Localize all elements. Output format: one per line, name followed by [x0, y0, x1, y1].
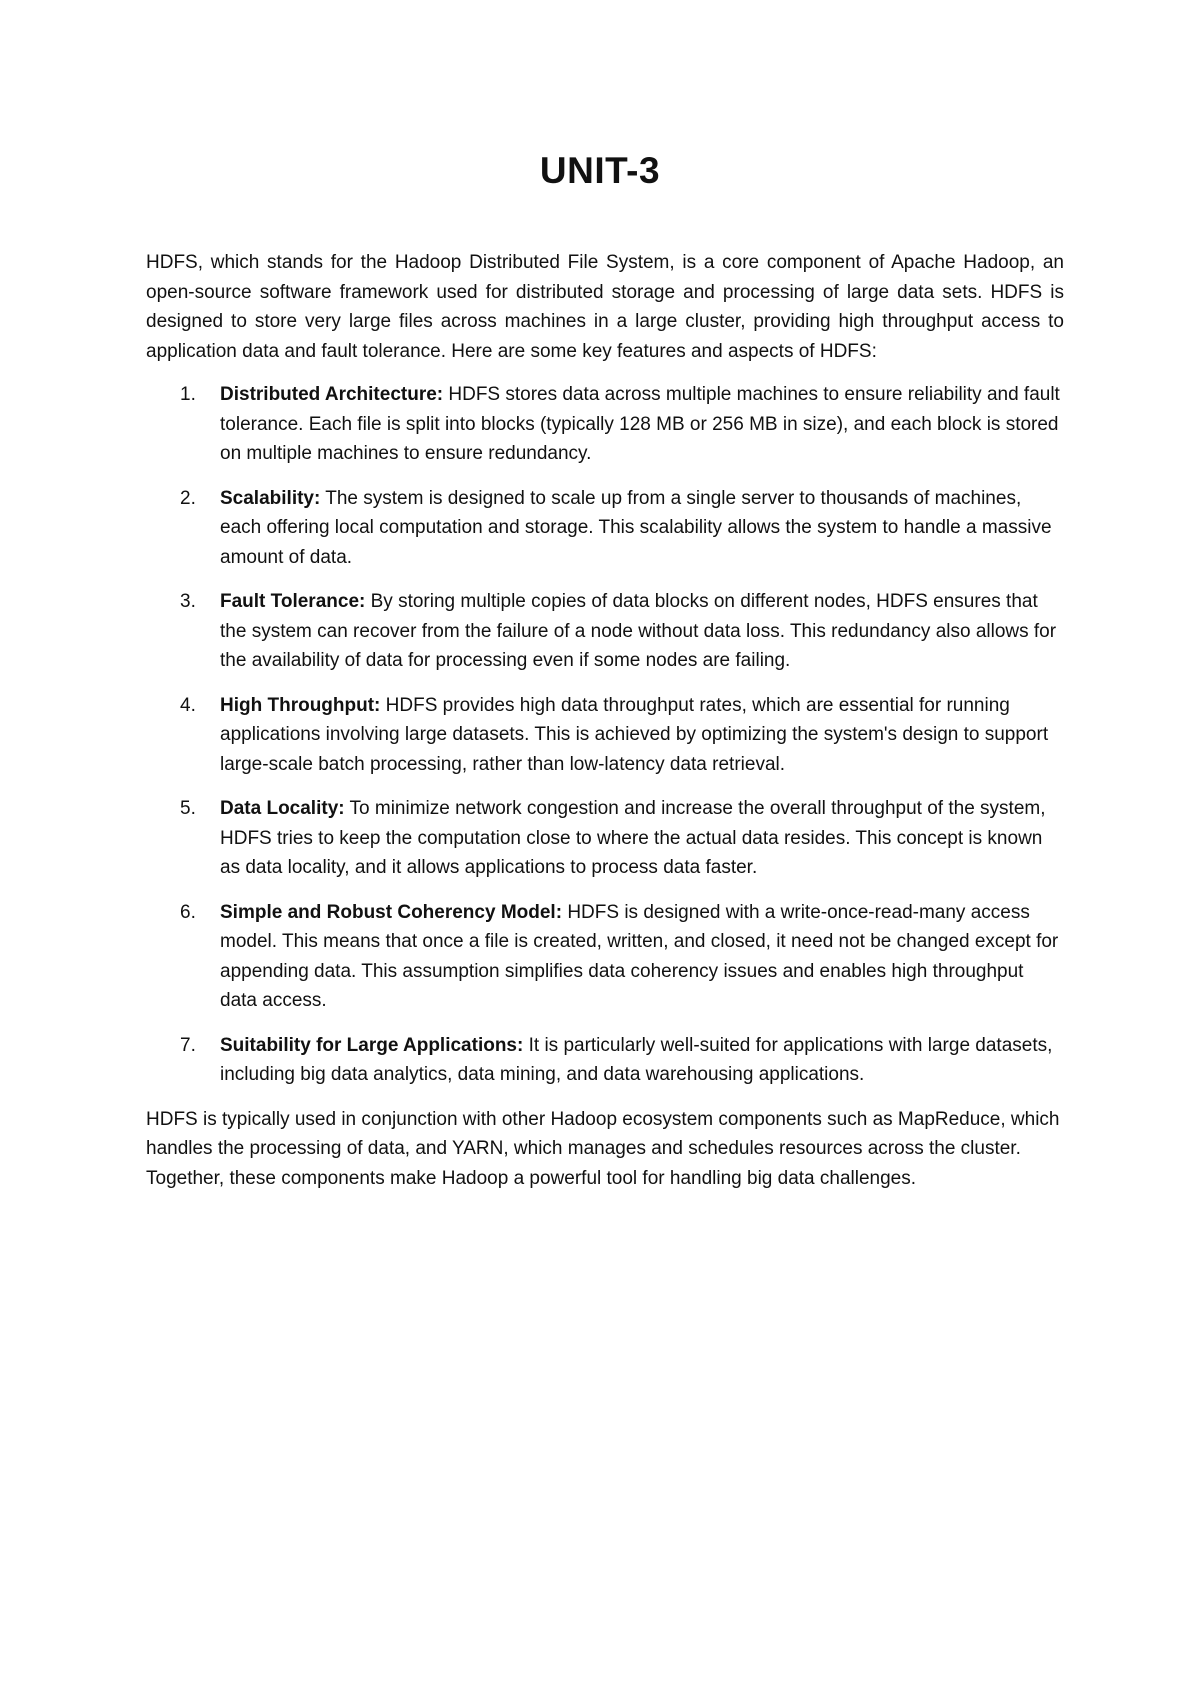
feature-term: High Throughput:	[220, 694, 381, 716]
feature-item	[146, 380, 1064, 469]
feature-number: 7.	[180, 1034, 196, 1056]
feature-item	[146, 484, 1064, 573]
feature-term: Data Locality:	[220, 798, 345, 819]
page-title: UNIT-3	[539, 150, 661, 191]
feature-number: 5.	[180, 798, 196, 819]
feature-number: 2.	[180, 487, 196, 509]
feature-text: It is particularly well-suited for applications with large datasets, including big data analytics, data mining, and data warehousing applications.	[220, 1034, 1053, 1085]
feature-text: By storing multiple copies of data blocks on different nodes, HDFS ensures that the system can recover from the failure of a node without data loss. This redundancy also allows for the availability of data for processing even if some nodes are failing.	[220, 591, 1057, 671]
feature-item	[146, 898, 1064, 1016]
feature-item	[146, 587, 1064, 676]
intro-paragraph: HDFS, which stands for the Hadoop Distributed File System, is a core component of Apache Hadoop, an open-source software framework used for distributed storage and processing of large data sets. HDFS is designed to store very large files across machines in a large cluster, providing high throughput access to application data and fault tolerance. Here are some key features and aspects of HDFS:	[146, 252, 1064, 362]
document-body	[146, 248, 1064, 1193]
features-list	[146, 380, 1064, 1090]
feature-number: 6.	[180, 901, 196, 923]
feature-number: 1.	[180, 384, 196, 405]
feature-text: HDFS stores data across multiple machines to ensure reliability and fault tolerance. Each file is split into blocks (typically 128 MB or 256 MB in size), and each block is stored on multiple machines to ensure redundancy.	[220, 384, 1060, 464]
feature-item	[146, 1031, 1064, 1090]
feature-term: Scalability:	[220, 487, 321, 509]
closing-paragraph: HDFS is typically used in conjunction with other Hadoop ecosystem components such as MapReduce, which handles the processing of data, and YARN, which manages and schedules resources across the cluster. Together, these components make Hadoop a powerful tool for handling big data challenges.	[146, 1108, 1060, 1189]
feature-number: 4.	[180, 694, 196, 716]
feature-number: 3.	[180, 591, 196, 612]
feature-item	[146, 794, 1064, 883]
feature-text: The system is designed to scale up from a single server to thousands of machines, each offering local computation and storage. This scalability allows the system to handle a massive amount of data.	[220, 487, 1052, 568]
feature-text: To minimize network congestion and increase the overall throughput of the system, HDFS tries to keep the computation close to where the actual data resides. This concept is known as data locality, and it allows applications to process data faster.	[220, 798, 1046, 878]
feature-text: HDFS provides high data throughput rates, which are essential for running applications involving large datasets. This is achieved by optimizing the system's design to support large-scale batch processing, rather than low-latency data retrieval.	[220, 694, 1049, 775]
feature-term: Suitability for Large Applications:	[220, 1034, 524, 1056]
feature-term: Distributed Architecture:	[220, 384, 444, 405]
feature-text: HDFS is designed with a write-once-read-many access model. This means that once a file is created, written, and closed, it need not be changed except for appending data. This assumption simplifies data coherency issues and enables high throughput data access.	[220, 901, 1059, 1011]
feature-item	[146, 691, 1064, 780]
feature-term: Simple and Robust Coherency Model:	[220, 901, 563, 923]
feature-term: Fault Tolerance:	[220, 591, 366, 612]
